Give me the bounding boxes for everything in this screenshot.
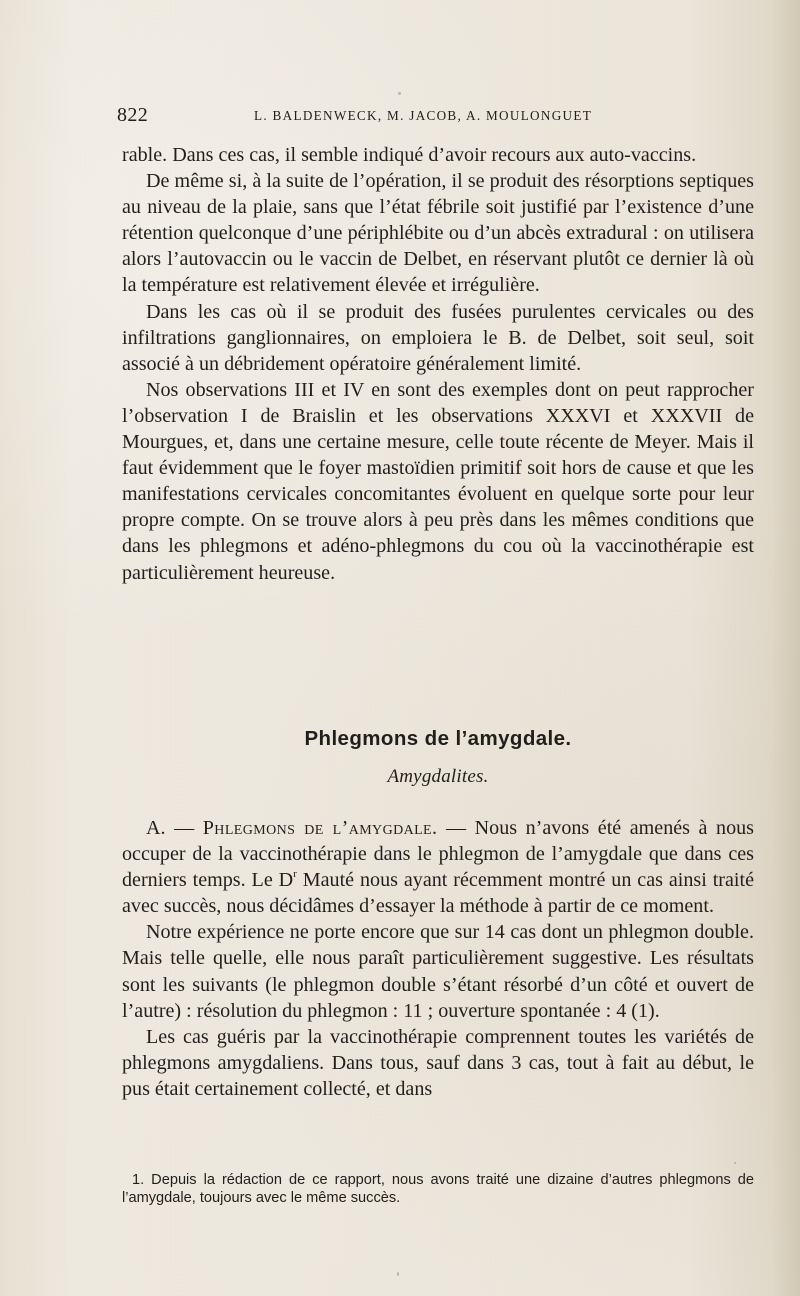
paper-speck	[734, 1162, 736, 1164]
page-number: 822	[117, 104, 149, 126]
footnote-text: Depuis la rédaction de ce rapport, nous avons traité une dizaine d’autres phlegmons de l’amygdale, toujours avec le même succès.	[122, 1172, 754, 1206]
page-header	[117, 104, 754, 130]
paragraph-continuation: rable. Dans ces cas, il semble indiqué d’avoir recours aux auto-vaccins.	[122, 144, 697, 166]
section-title: Phlegmons de l’amygdale.	[304, 727, 572, 750]
section-a-text-before-sup: — Nous n’avons été amenés à nous occuper de la vaccinothérapie dans le phlegmon de l’amygdale que dans ces derniers temps. Le D	[122, 817, 754, 892]
section-subtitle: Amygdalites.	[387, 766, 489, 787]
paper-speck	[398, 92, 401, 95]
paragraph-observations: Nos observations III et IV en sont des exemples dont on peut rapprocher l’observation I de Braislin et les observations XXXVI et XXXVII de Mourgues, et, dans une certaine mesure, celle toute récente de Meyer. Mais il faut évidemment que le foyer mastoïdien primitif soit hors de cause et que les manifestations cervicales concomitantes évoluent en quelque sorte pour leur propre compte. On se trouve alors à peu près dans les mêmes conditions que dans les phlegmons et adéno-phlegmons du cou où la vaccinothérapie est particulièrement heureuse.	[122, 378, 754, 584]
paragraph-fusees: Dans les cas où il se produit des fusées purulentes cervicales ou des infiltrations ganglionnaires, on emploiera le B. de Delbet, soit seul, soit associé à un débridement opératoire généralement limité.	[122, 300, 754, 375]
paragraph-cases-healed: Les cas guéris par la vaccinothérapie comprennent toutes les variétés de phlegmons amygdaliens. Dans tous, sauf dans 3 cas, tout à fait au début, le pus était certainement collecté, et dans	[122, 1025, 754, 1100]
paragraph-section-a	[122, 815, 754, 919]
footnote-separator	[122, 1154, 754, 1155]
section-a-heading: Phlegmons de l’amygdale.	[202, 817, 438, 839]
section-a-prefix: A. —	[146, 817, 203, 839]
main-text-upper	[122, 142, 754, 586]
paragraph-experience: Notre expérience ne porte encore que sur 14 cas dont un phlegmon double. Mais telle quelle, elle nous paraît particulièrement suggestive. Les résultats sont les suivants (le phlegmon double s’étant résorbé d’un côté et ouvert de l’autre) : résolution du phlegmon : 11 ; ouverture spontanée : 4 (1).	[122, 921, 754, 1022]
paper-speck	[397, 1272, 399, 1276]
footnote	[122, 1171, 754, 1207]
doctor-superscript: r	[293, 867, 297, 880]
paragraph-resorptions: De même si, à la suite de l’opération, il se produit des résorptions septiques au niveau de la plaie, sans que l’état fébrile soit justifié par l’existence d’une rétention quelconque d’une périphlébite ou d’un abcès extradural : on utilisera alors l’autovaccin ou le vaccin de Delbet, en réservant plutôt ce dernier là où la température est relativement élevée et irrégulière.	[122, 170, 754, 297]
main-text-lower	[122, 815, 754, 1102]
footnote-number: 1.	[132, 1172, 145, 1188]
section-a-text-after-sup: Mauté nous ayant récemment montré un cas ainsi traité avec succès, nous décidâmes d’essayer la méthode à partir de ce moment.	[122, 869, 754, 918]
running-head: L. BALDENWECK, M. JACOB, A. MOULONGUET	[254, 108, 593, 123]
